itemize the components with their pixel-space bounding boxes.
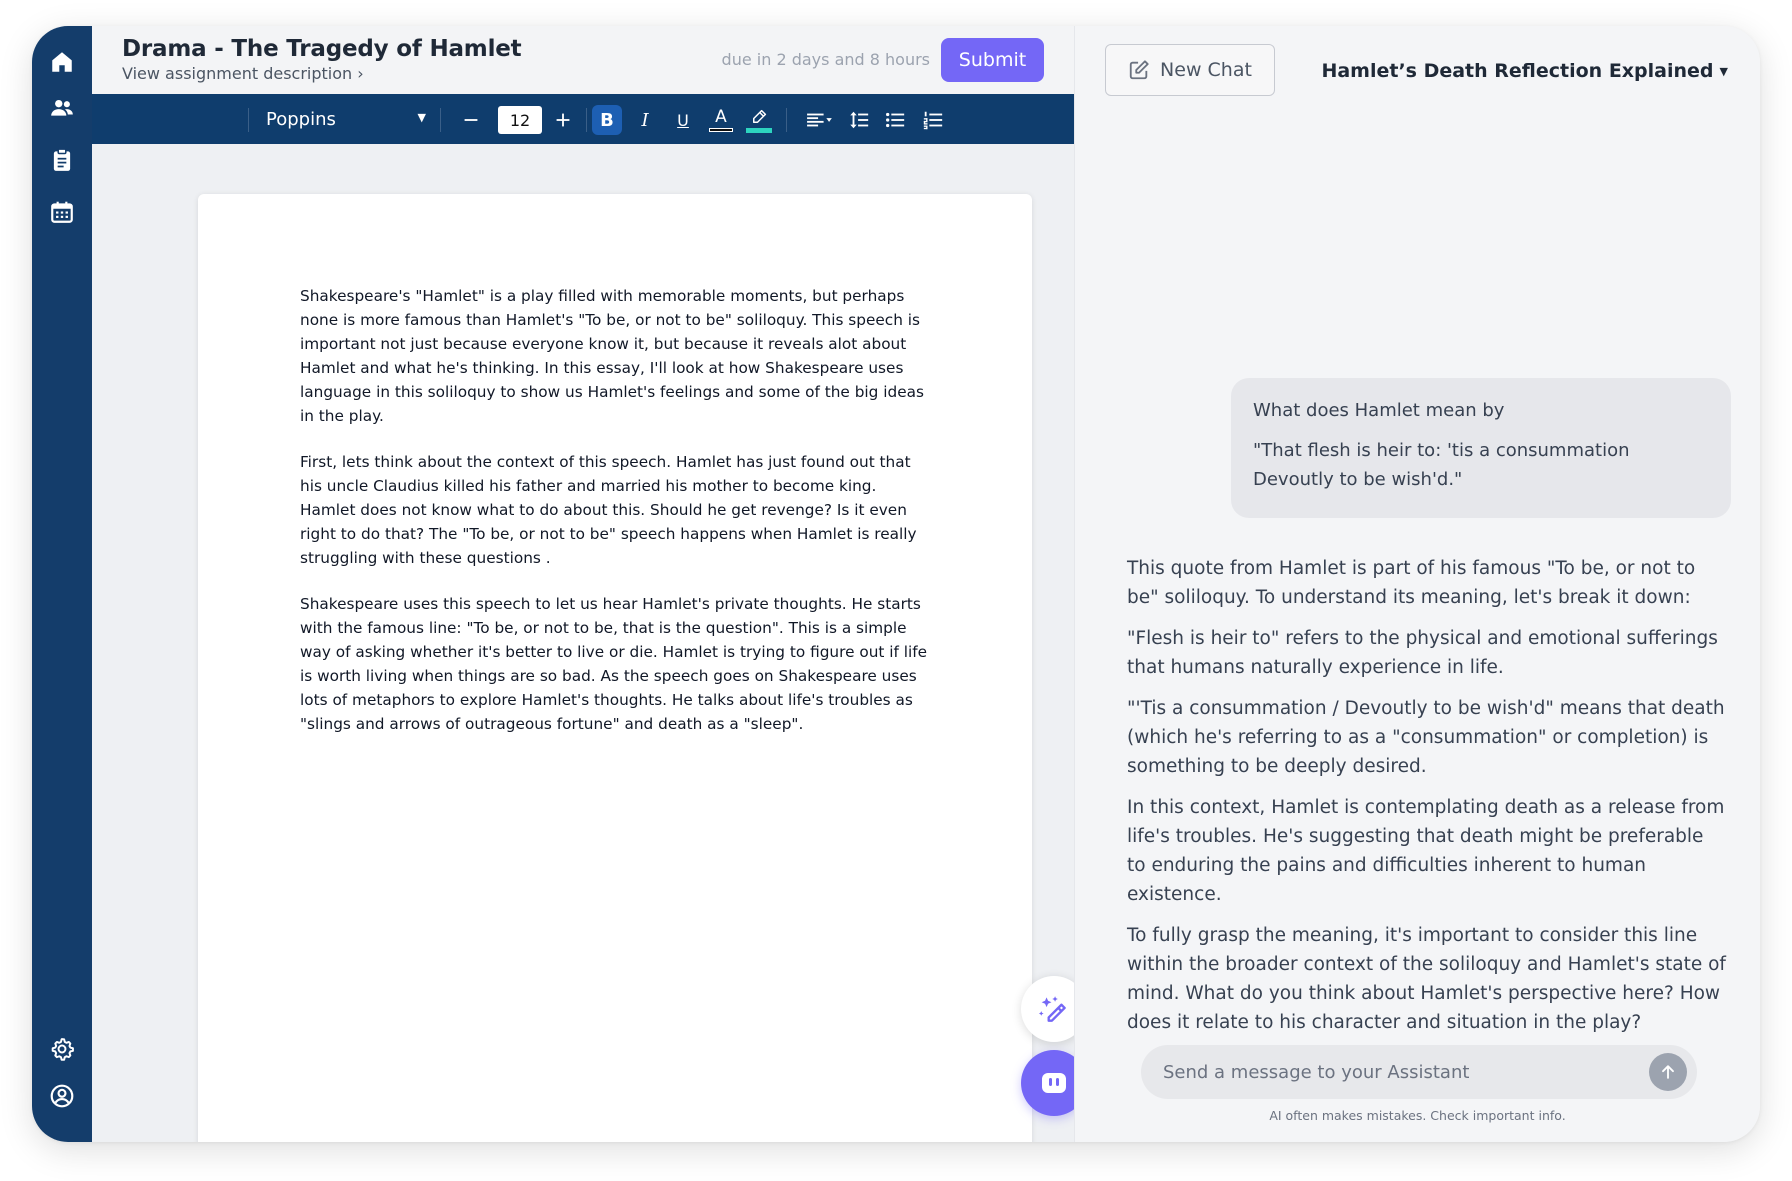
numbered-list-button[interactable] [918, 105, 948, 135]
minus-icon [460, 109, 482, 131]
view-description-link[interactable]: View assignment description › [122, 64, 364, 83]
editor-panel [92, 26, 1074, 1142]
line-spacing-button[interactable] [844, 105, 874, 135]
toolbar-divider [586, 108, 587, 132]
caret-down-icon: ▼ [1719, 65, 1728, 78]
submit-button[interactable]: Submit [941, 38, 1044, 82]
text-color-swatch [709, 128, 733, 132]
assistant-paragraph: "'Tis a consummation / Devoutly to be wish'd" means that death (which he's referring to as a "consummation" or completion) is something to be deeply desired. [1127, 698, 1725, 777]
message-input[interactable] [1163, 1045, 1633, 1099]
bold-icon: B [600, 109, 614, 131]
line-spacing-icon [848, 109, 870, 131]
numbered-list-icon [922, 109, 944, 131]
decrease-size-button[interactable] [456, 105, 486, 135]
text-color-button[interactable] [706, 105, 736, 135]
toolbar-divider [248, 108, 249, 132]
new-chat-label: New Chat [1160, 59, 1252, 81]
plus-icon [552, 109, 574, 131]
arrow-up-icon [1658, 1062, 1678, 1082]
users-icon[interactable] [48, 94, 76, 122]
sidebar [32, 26, 92, 1142]
user-message-line: What does Hamlet mean by [1253, 400, 1505, 421]
clipboard-icon[interactable] [48, 146, 76, 174]
underline-button[interactable] [668, 105, 698, 135]
essay-paragraph: Shakespeare uses this speech to let us hear Hamlet's private thoughts. He starts with the famous line: "To be, or not to be, that is the question". This is a simple way of asking whether it's better to live or die. Hamlet is trying to figure out if life is worth living when things are so bad. As the speech goes on Shakespeare uses lots of metaphors to explore Hamlet's thoughts. He talks about life's troubles as "slings and arrows of outrageous fortune" and death as a "sleep". [300, 595, 928, 733]
user-message-quote: "That flesh is heir to: 'tis a consummation Devoutly to be wish'd." [1253, 440, 1630, 490]
assistant-paragraph: To fully grasp the meaning, it's important to consider this line within the broader context of the soliloquy and Hamlet's state of mind. What do you think about Hamlet's perspective here? How does it relate to his character and situation in the play? [1127, 925, 1726, 1033]
toolbar-divider [440, 108, 441, 132]
assistant-paragraph: This quote from Hamlet is part of his famous "To be, or not to be" soliloquy. To understand its meaning, let's break it down: [1127, 558, 1696, 608]
send-button[interactable] [1649, 1053, 1687, 1091]
assistant-paragraph: In this context, Hamlet is contemplating death as a release from life's troubles. He's suggesting that death might be preferable to enduring the pains and difficulties inherent to human existence. [1127, 797, 1725, 905]
document-body[interactable] [300, 284, 928, 758]
due-label: due in 2 days and 8 hours [721, 50, 930, 69]
highlight-button[interactable] [744, 105, 774, 135]
edit-icon [1128, 59, 1150, 81]
home-icon[interactable] [48, 48, 76, 76]
font-family-select[interactable] [260, 105, 432, 133]
magic-pen-icon [1037, 992, 1071, 1026]
font-size-input[interactable] [498, 106, 542, 134]
bullet-list-icon [884, 109, 906, 131]
document-page[interactable] [198, 194, 1032, 1142]
chat-title-dropdown[interactable] [1321, 60, 1728, 82]
account-icon[interactable] [48, 1082, 76, 1110]
editor-header [92, 26, 1074, 94]
increase-size-button[interactable] [548, 105, 578, 135]
italic-icon: I [641, 109, 649, 131]
calendar-icon[interactable] [48, 198, 76, 226]
text-color-icon: A [715, 107, 727, 127]
format-toolbar [92, 94, 1074, 144]
bot-icon [1038, 1067, 1070, 1099]
bullet-list-button[interactable] [880, 105, 910, 135]
assignment-title: Drama - The Tragedy of Hamlet [122, 36, 522, 62]
align-button[interactable] [800, 105, 838, 135]
assistant-paragraph: "Flesh is heir to" refers to the physical and emotional sufferings that humans naturally experience in life. [1127, 628, 1718, 678]
app-window [32, 26, 1760, 1142]
highlighter-icon [749, 108, 769, 126]
underline-icon: U [677, 110, 689, 130]
essay-paragraph: Shakespeare's "Hamlet" is a play filled with memorable moments, but perhaps none is more famous than Hamlet's "To be, or not to be" soliloquy. This speech is important not just because everyone know it, but because it reveals alot about Hamlet and what he's thinking. In this essay, I'll look at how Shakespeare uses language in this soliloquy to show us Hamlet's feelings and some of the big ideas in the play. [300, 287, 924, 425]
toolbar-divider [786, 108, 787, 132]
highlight-swatch [746, 128, 772, 133]
assistant-message [1127, 554, 1727, 1049]
font-family-value: Poppins [266, 108, 336, 130]
align-left-icon [804, 109, 834, 131]
essay-paragraph: First, lets think about the context of this speech. Hamlet has just found out that his uncle Claudius killed his father and married his mother to become king. Hamlet does not know what to do about this. Should he get revenge? Is it even right to do that? The "To be, or not to be" speech happens when Hamlet is really struggling with these questions . [300, 453, 917, 567]
user-message [1231, 378, 1731, 518]
italic-button[interactable] [630, 105, 660, 135]
settings-icon[interactable] [48, 1035, 76, 1063]
message-composer [1141, 1045, 1697, 1099]
assistant-panel [1074, 26, 1760, 1142]
caret-down-icon: ▼ [417, 111, 426, 124]
new-chat-button[interactable] [1105, 44, 1275, 96]
bold-button[interactable] [592, 105, 622, 135]
chat-title: Hamlet’s Death Reflection Explained [1321, 60, 1714, 82]
ai-disclaimer: AI often makes mistakes. Check important info. [1269, 1108, 1566, 1123]
